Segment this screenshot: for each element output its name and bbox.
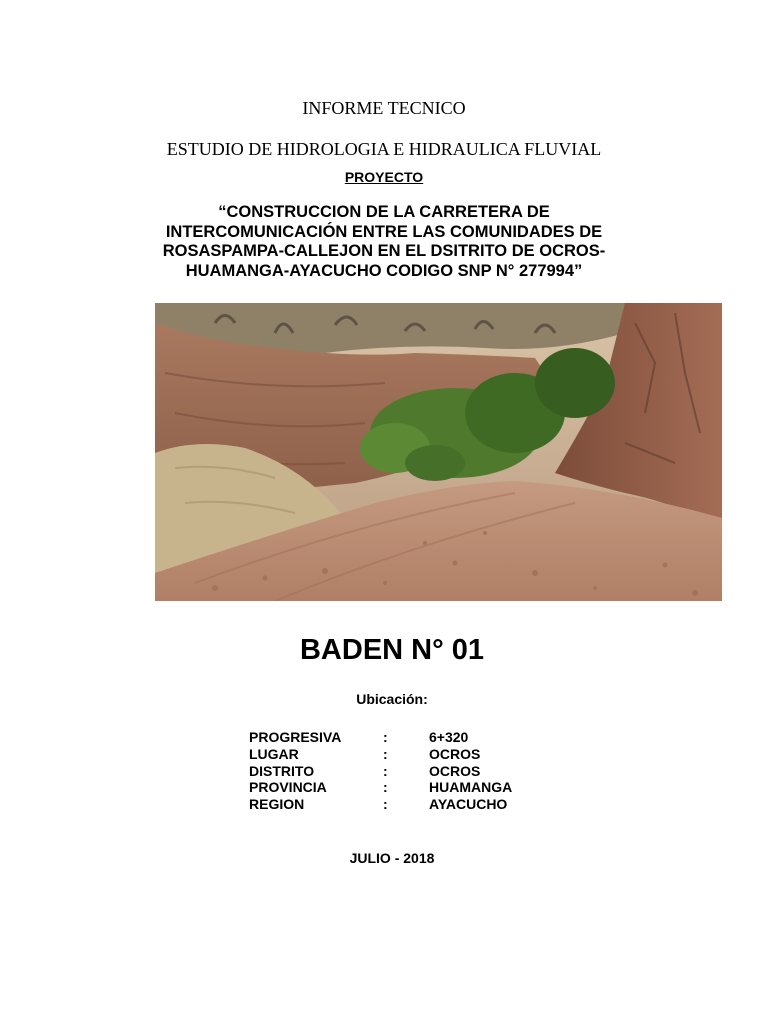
- baden-title: BADEN N° 01: [299, 634, 485, 666]
- location-colon: :: [383, 745, 388, 762]
- location-value: OCROS: [429, 762, 481, 779]
- location-table: [249, 729, 549, 813]
- report-type-heading: INFORME TECNICO: [302, 98, 466, 118]
- location-key: PROGRESIVA: [249, 729, 342, 745]
- location-colon: :: [383, 762, 388, 779]
- study-title: ESTUDIO DE HIDROLOGIA E HIDRAULICA FLUVIAL: [166, 139, 602, 159]
- location-row-region: [249, 796, 549, 813]
- location-colon: :: [383, 779, 388, 796]
- report-date: JULIO - 2018: [349, 850, 435, 866]
- location-colon: :: [383, 796, 388, 813]
- location-key: REGION: [249, 796, 305, 813]
- location-row-lugar: [249, 746, 549, 763]
- location-row-progresiva: [249, 729, 549, 746]
- location-value: HUAMANGA: [429, 779, 513, 796]
- project-label: PROYECTO: [344, 169, 424, 185]
- location-heading: Ubicación:: [356, 691, 428, 707]
- project-title: “CONSTRUCCION DE LA CARRETERA DE INTERCOMUNICACIÓN ENTRE LAS COMUNIDADES DE ROSASPAMPA-CALLEJON EN EL DSITRITO DE OCROS-HUAMANGA-AYACUCHO CODIGO SNP N° 277994”: [162, 203, 606, 280]
- location-row-distrito: [249, 763, 549, 780]
- location-row-provincia: [249, 779, 549, 796]
- location-key: PROVINCIA: [249, 779, 327, 796]
- location-key: LUGAR: [249, 745, 299, 762]
- location-key: DISTRITO: [249, 762, 315, 779]
- location-value: OCROS: [429, 745, 481, 762]
- location-value: 6+320: [429, 729, 469, 745]
- road-site-photo: [155, 303, 722, 601]
- location-value: AYACUCHO: [429, 796, 508, 813]
- location-colon: :: [383, 729, 388, 745]
